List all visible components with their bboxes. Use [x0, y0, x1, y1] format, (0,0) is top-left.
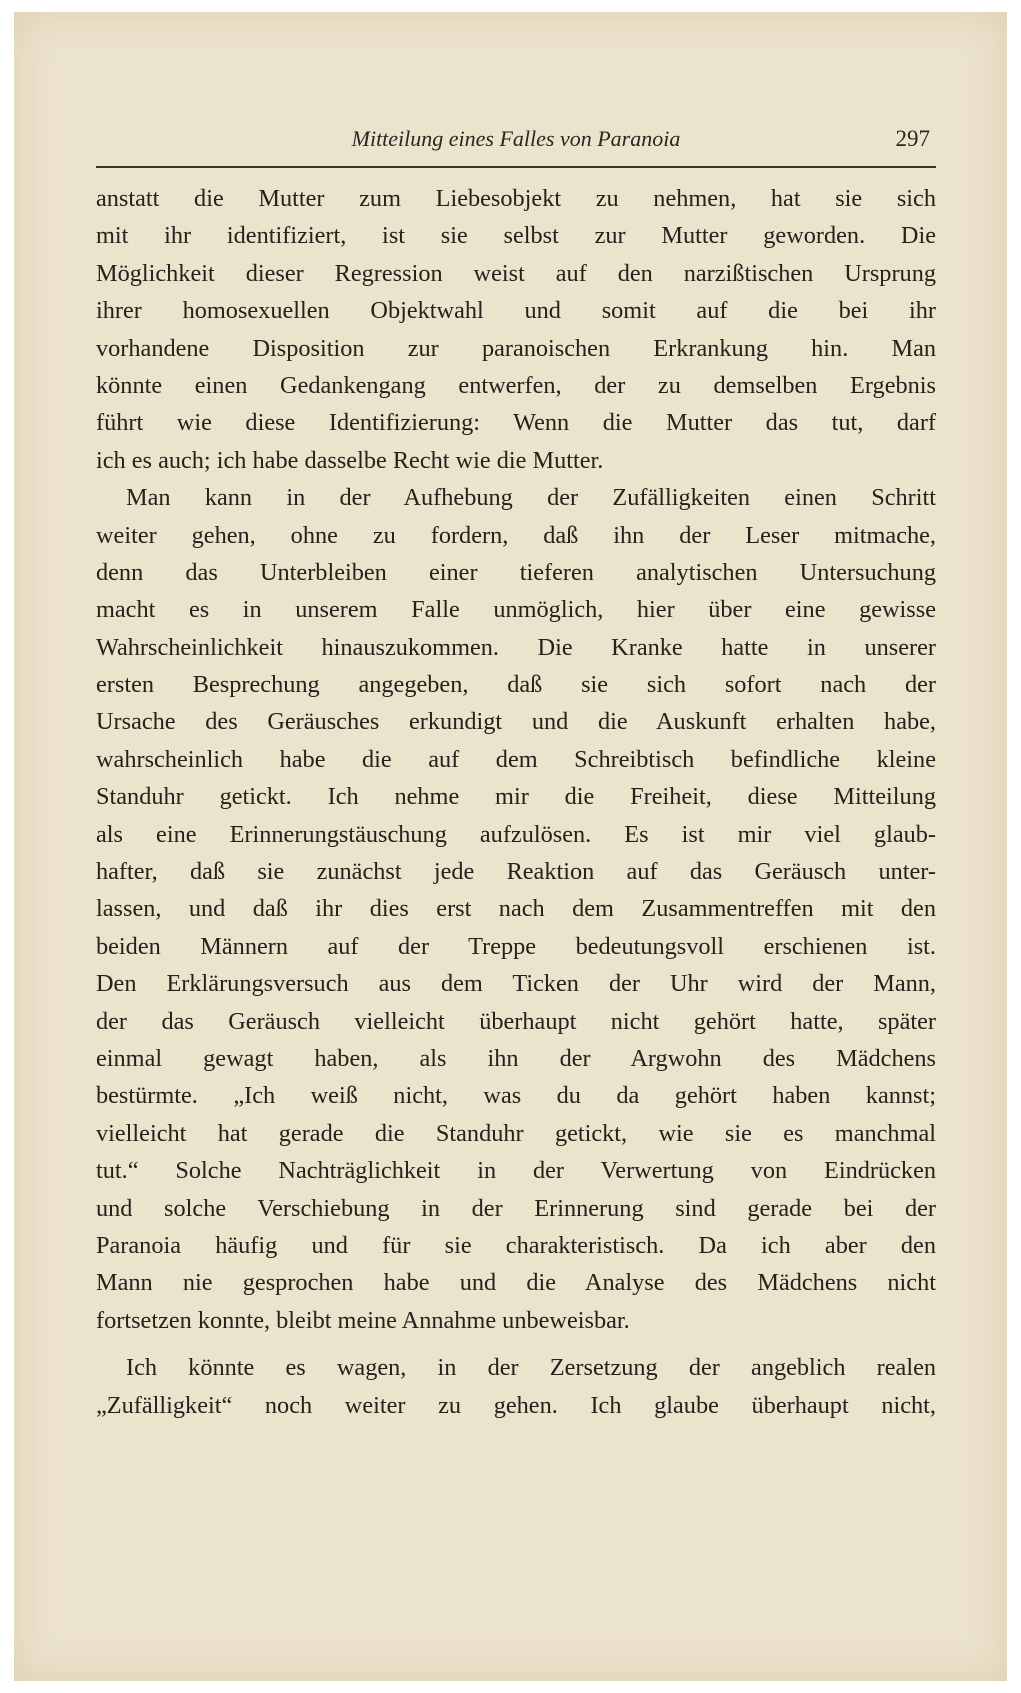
text-line: bestürmte. „Ich weiß nicht, was du da gehört haben kannst;	[96, 1082, 936, 1110]
text-line: Standuhr getickt. Ich nehme mir die Freiheit, diese Mitteilung	[96, 783, 936, 811]
text-line: beiden Männern auf der Treppe bedeutungsvoll erschienen ist.	[96, 932, 936, 960]
text-line: Paranoia häufig und für sie charakteristisch. Da ich aber den	[96, 1231, 936, 1259]
text-line: hafter, daß sie zunächst jede Reaktion auf das Geräusch unter-	[96, 858, 936, 886]
text-line: Ursache des Geräusches erkundigt und die Auskunft erhalten habe,	[96, 708, 936, 736]
paragraph-3	[96, 1349, 936, 1424]
text-line: der das Geräusch vielleicht überhaupt nicht gehört hatte, später	[96, 1007, 936, 1035]
text-line: macht es in unserem Falle unmöglich, hier über eine gewisse	[96, 596, 936, 624]
text-line: fortsetzen konnte, bleibt meine Annahme unbeweisbar.	[96, 1306, 630, 1334]
text-line: vielleicht hat gerade die Standuhr getickt, wie sie es manchmal	[96, 1119, 936, 1147]
text-line: Wahrscheinlichkeit hinauszukommen. Die Kranke hatte in unserer	[96, 633, 936, 661]
text-line: weiter gehen, ohne zu fordern, daß ihn der Leser mitmache,	[96, 521, 936, 549]
text-line: ihrer homosexuellen Objektwahl und somit auf die bei ihr	[96, 297, 936, 325]
paragraph-gap	[96, 1339, 936, 1349]
running-title: Mitteilung eines Falles von Paranoia	[351, 126, 681, 151]
text-line: Ich könnte es wagen, in der Zersetzung der angeblich realen	[126, 1354, 936, 1382]
paragraph-1	[96, 180, 936, 479]
text-line: lassen, und daß ihr dies erst nach dem Zusammentreffen mit den	[96, 895, 936, 923]
text-line: mit ihr identifiziert, ist sie selbst zur Mutter geworden. Die	[96, 222, 936, 250]
text-line: anstatt die Mutter zum Liebesobjekt zu nehmen, hat sie sich	[96, 185, 936, 212]
text-line: denn das Unterbleiben einer tieferen analytischen Untersuchung	[96, 558, 936, 586]
paragraph-2	[96, 479, 936, 1339]
text-line: einmal gewagt haben, als ihn der Argwohn des Mädchens	[96, 1044, 936, 1072]
text-line: ich es auch; ich habe dasselbe Recht wie die Mutter.	[96, 446, 604, 474]
text-line: Möglichkeit dieser Regression weist auf den narzißtischen Ursprung	[96, 259, 936, 287]
text-line: ersten Besprechung angegeben, daß sie sich sofort nach der	[96, 671, 936, 699]
text-line: als eine Erinnerungstäuschung aufzulösen. Es ist mir viel glaub-	[96, 820, 936, 848]
text-line: führt wie diese Identifizierung: Wenn die Mutter das tut, darf	[96, 409, 936, 437]
text-line: tut.“ Solche Nachträglichkeit in der Verwertung von Eindrücken	[96, 1157, 936, 1185]
page-header	[96, 126, 936, 160]
text-line: Den Erklärungsversuch aus dem Ticken der Uhr wird der Mann,	[96, 970, 936, 998]
text-line: könnte einen Gedankengang entwerfen, der zu demselben Ergebnis	[96, 371, 936, 399]
text-line: wahrscheinlich habe die auf dem Schreibtisch befindliche kleine	[96, 745, 936, 773]
page-number: 297	[895, 126, 930, 151]
text-line: Man kann in der Aufhebung der Zufälligkeiten einen Schritt	[126, 484, 936, 512]
body-text	[96, 180, 936, 1424]
text-line: Mann nie gesprochen habe und die Analyse des Mädchens nicht	[96, 1269, 936, 1297]
text-line: „Zufälligkeit“ noch weiter zu gehen. Ich glaube überhaupt nicht,	[96, 1391, 936, 1419]
header-rule	[96, 166, 936, 168]
text-line: und solche Verschiebung in der Erinnerung sind gerade bei der	[96, 1194, 936, 1222]
text-line: vorhandene Disposition zur paranoischen Erkrankung hin. Man	[96, 334, 936, 362]
